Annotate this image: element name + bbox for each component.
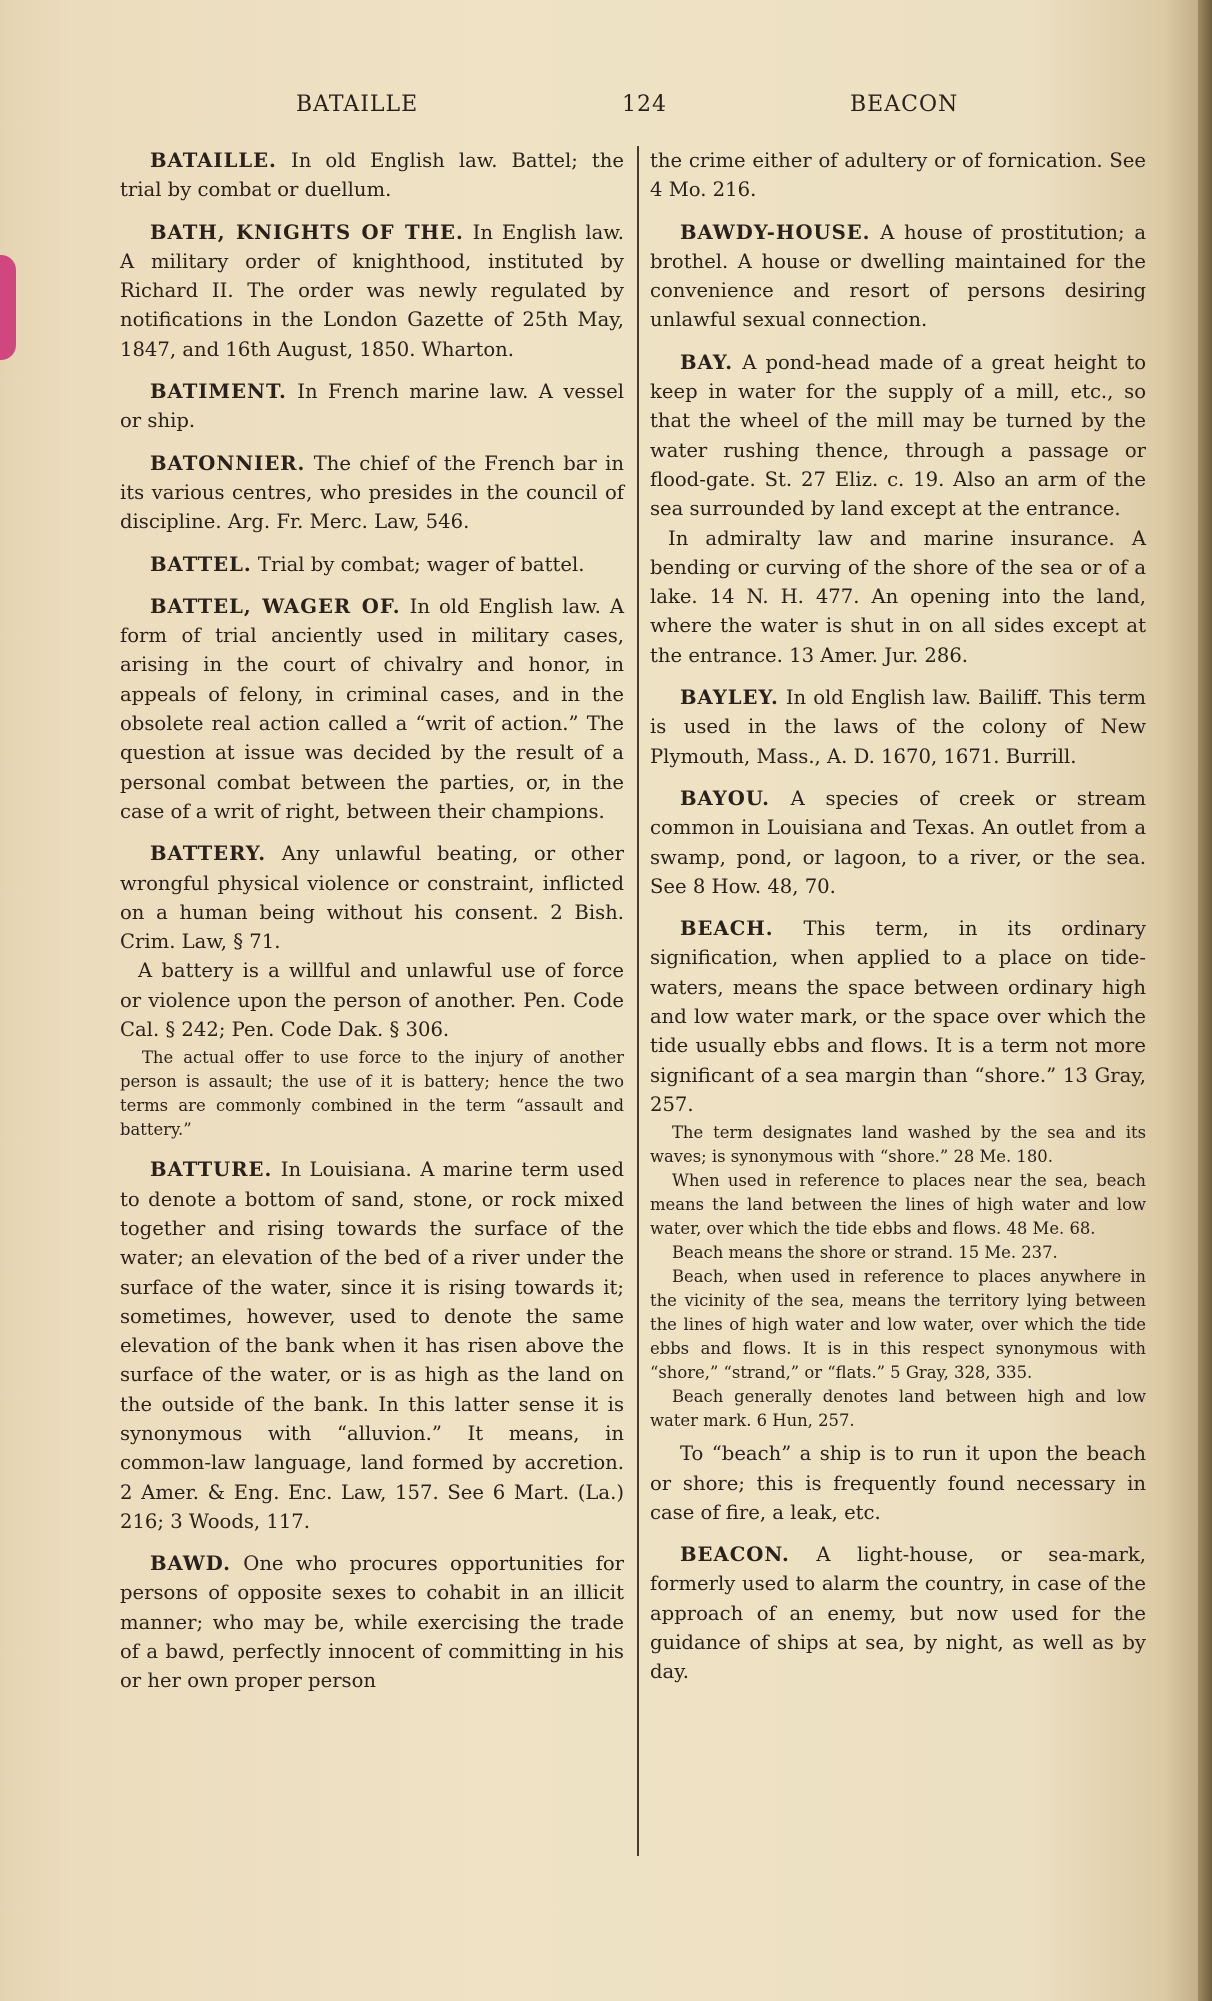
note: When used in reference to places near the sea, beach means the land between the lines of high water and low water, over which the tide ebbs and flows. 48 Me. 68. <box>650 1171 1146 1239</box>
definition: In Louisiana. A marine term used to denote a bottom of sand, stone, or rock mixed together and rising towards the surface of the water; an elevation of the bed of a river under the surface of the water, since it is rising towards it; sometimes, however, used to denote the same elevation of the bank when it has risen above the surface of the water, or is as high as the land on the outside of the bank. In this latter sense it is synonymous with “alluvion.” It means, in common-law language, land formed by accretion. 2 Amer. & Eng. Enc. Law, 157. See 6 Mart. (La.) 216; 3 Woods, 117. <box>120 1158 625 1533</box>
page-tab-marker <box>0 255 16 360</box>
definition: A species of creek or stream common in Louisiana and Texas. An outlet from a swamp, pond, or lagoon, to a river, or the sea. See 8 How. 48, 70. <box>650 786 1146 898</box>
headword: BEACON. <box>680 1543 790 1567</box>
headword: BAYOU. <box>680 786 770 810</box>
headword: BATIMENT. <box>150 380 287 404</box>
entry-bataille <box>120 146 624 205</box>
note: Beach means the shore or strand. 15 Me. 237. <box>672 1243 1058 1263</box>
entry-bawd-continued <box>650 146 1146 205</box>
entry-batonnier <box>120 449 624 537</box>
entry-batiment <box>120 377 624 436</box>
entry-beacon <box>650 1540 1146 1686</box>
entry-bawd <box>120 1549 624 1695</box>
definition: A pond-head made of a great height to keep in water for the supply of a mill, etc., so that the wheel of the mill may be turned by the water rushing thence, through a passage or flood-gate. St. 27 Eliz. c. 19. Also an arm of the sea surrounded by land except at the entrance. <box>650 350 1146 521</box>
definition: In old English law. A form of trial anciently used in military cases, arising in the court of chivalry and honor, in appeals of felony, in criminal cases, and in the obsolete real action called a “writ of action.” The question at issue was decided by the result of a personal combat between the parties, or, in the case of a writ of right, between their champions. <box>120 594 624 823</box>
headword: BATTERY. <box>150 842 267 866</box>
headword: BATTEL, WAGER OF. <box>150 594 401 618</box>
headword: BAYLEY. <box>680 686 779 710</box>
entry-bay <box>650 348 1146 670</box>
entry-beach <box>650 914 1146 1527</box>
note: Beach, when used in reference to places anywhere in the vicinity of the sea, means the territory lying between the lines of high water and low water, over which the tide ebbs and flows. It is in this respect synonymous with “shore,” “strand,” or “flats.” 5 Gray, 328, 335. <box>650 1267 1146 1383</box>
right-guide-word: BEACON <box>850 92 959 117</box>
definition-paragraph: In admiralty law and marine insurance. A bending or curving of the shore of the sea or of a lake. 14 N. H. 477. An opening into the land, where the water is shut in on all sides except at the entrance. 13 Amer. Jur. 286. <box>650 526 1146 667</box>
right-column <box>650 146 1146 1700</box>
headword: BAWD. <box>150 1552 231 1576</box>
definition: In old English law. Battel; the trial by combat or duellum. <box>120 149 624 202</box>
entry-bawdy-house <box>650 218 1146 335</box>
note-block <box>650 1121 1146 1433</box>
headword: BATONNIER. <box>150 451 306 475</box>
running-header <box>0 88 1212 128</box>
note: The term designates land washed by the sea and its waves; is synonymous with “shore.” 28 Me. 180. <box>650 1123 1146 1167</box>
definition: In French marine law. A vessel or ship. <box>120 380 624 433</box>
definition: Any unlawful beating, or other wrongful physical violence or constraint, inflicted on a human being without his consent. 2 Bish. Crim. Law, § 71. <box>120 842 624 954</box>
left-guide-word: BATAILLE <box>296 92 419 117</box>
headword: BAY. <box>680 350 734 374</box>
definition: This term, in its ordinary signification, when applied to a place on tide-waters, means the space between ordinary high and low water mark, or the space over which the tide usually ebbs and flows. It is a term not more significant of a sea margin than “shore.” 13 Gray, 257. <box>650 917 1147 1116</box>
headword: BATAILLE. <box>150 149 277 172</box>
headword: BATTEL. <box>150 552 252 576</box>
definition: In English law. A military order of knighthood, instituted by Richard II. The order was newly regulated by notifications in the London Gazette of 25th May, 1847, and 16th August, 1850. Wharton. <box>120 220 624 361</box>
note: Beach generally denotes land between high and low water mark. 6 Hun, 257. <box>650 1387 1146 1431</box>
definition: Trial by combat; wager of battel. <box>257 552 585 576</box>
headword: BATH, KNIGHTS OF THE. <box>150 220 464 244</box>
left-column <box>120 146 624 1709</box>
note: The actual offer to use force to the injury of another person is assault; the use of it is battery; hence the two terms are commonly combined in the term “assault and battery.” <box>120 1048 624 1140</box>
headword: BEACH. <box>680 917 774 941</box>
definition: A light-house, or sea-mark, formerly used to alarm the country, in case of the approach of an enemy, but now used for the guidance of ships at sea, by night, as well as by day. <box>650 1543 1146 1684</box>
page-number: 124 <box>622 92 667 117</box>
column-divider <box>637 146 639 1856</box>
entry-battel <box>120 550 624 579</box>
definition-continued: the crime either of adultery or of fornication. See 4 Mo. 216. <box>650 149 1146 202</box>
page-edge-shadow <box>1198 0 1212 2001</box>
entry-batture <box>120 1155 624 1536</box>
headword: BATTURE. <box>150 1158 273 1182</box>
definition: In old English law. Bailiff. This term is used in the laws of the colony of New Plymouth, Mass., A. D. 1670, 1671. Burrill. <box>650 686 1146 768</box>
entry-bayou <box>650 784 1146 901</box>
definition: The chief of the French bar in its various centres, who presides in the council of discipline. Arg. Fr. Merc. Law, 546. <box>120 451 624 534</box>
entry-battel-wager <box>120 592 624 826</box>
definition-paragraph: A battery is a willful and unlawful use of force or violence upon the person of another. Pen. Code Cal. § 242; Pen. Code Dak. § 306. <box>120 959 624 1042</box>
definition: One who procures opportunities for persons of opposite sexes to cohabit in an illicit manner; who may be, while exercising the trade of a bawd, perfectly innocent of committing in his or her own proper person <box>120 1552 624 1693</box>
entry-bath-knights <box>120 218 624 364</box>
entry-bayley <box>650 683 1146 771</box>
definition: A house of prostitution; a brothel. A house or dwelling maintained for the convenience and resort of persons desiring unlawful sexual connection. <box>650 220 1147 332</box>
definition-paragraph: To “beach” a ship is to run it upon the beach or shore; this is frequently found necessary in case of fire, a leak, etc. <box>650 1442 1146 1524</box>
headword: BAWDY-HOUSE. <box>680 220 871 244</box>
note-block <box>120 1046 624 1142</box>
entry-battery <box>120 839 624 1142</box>
